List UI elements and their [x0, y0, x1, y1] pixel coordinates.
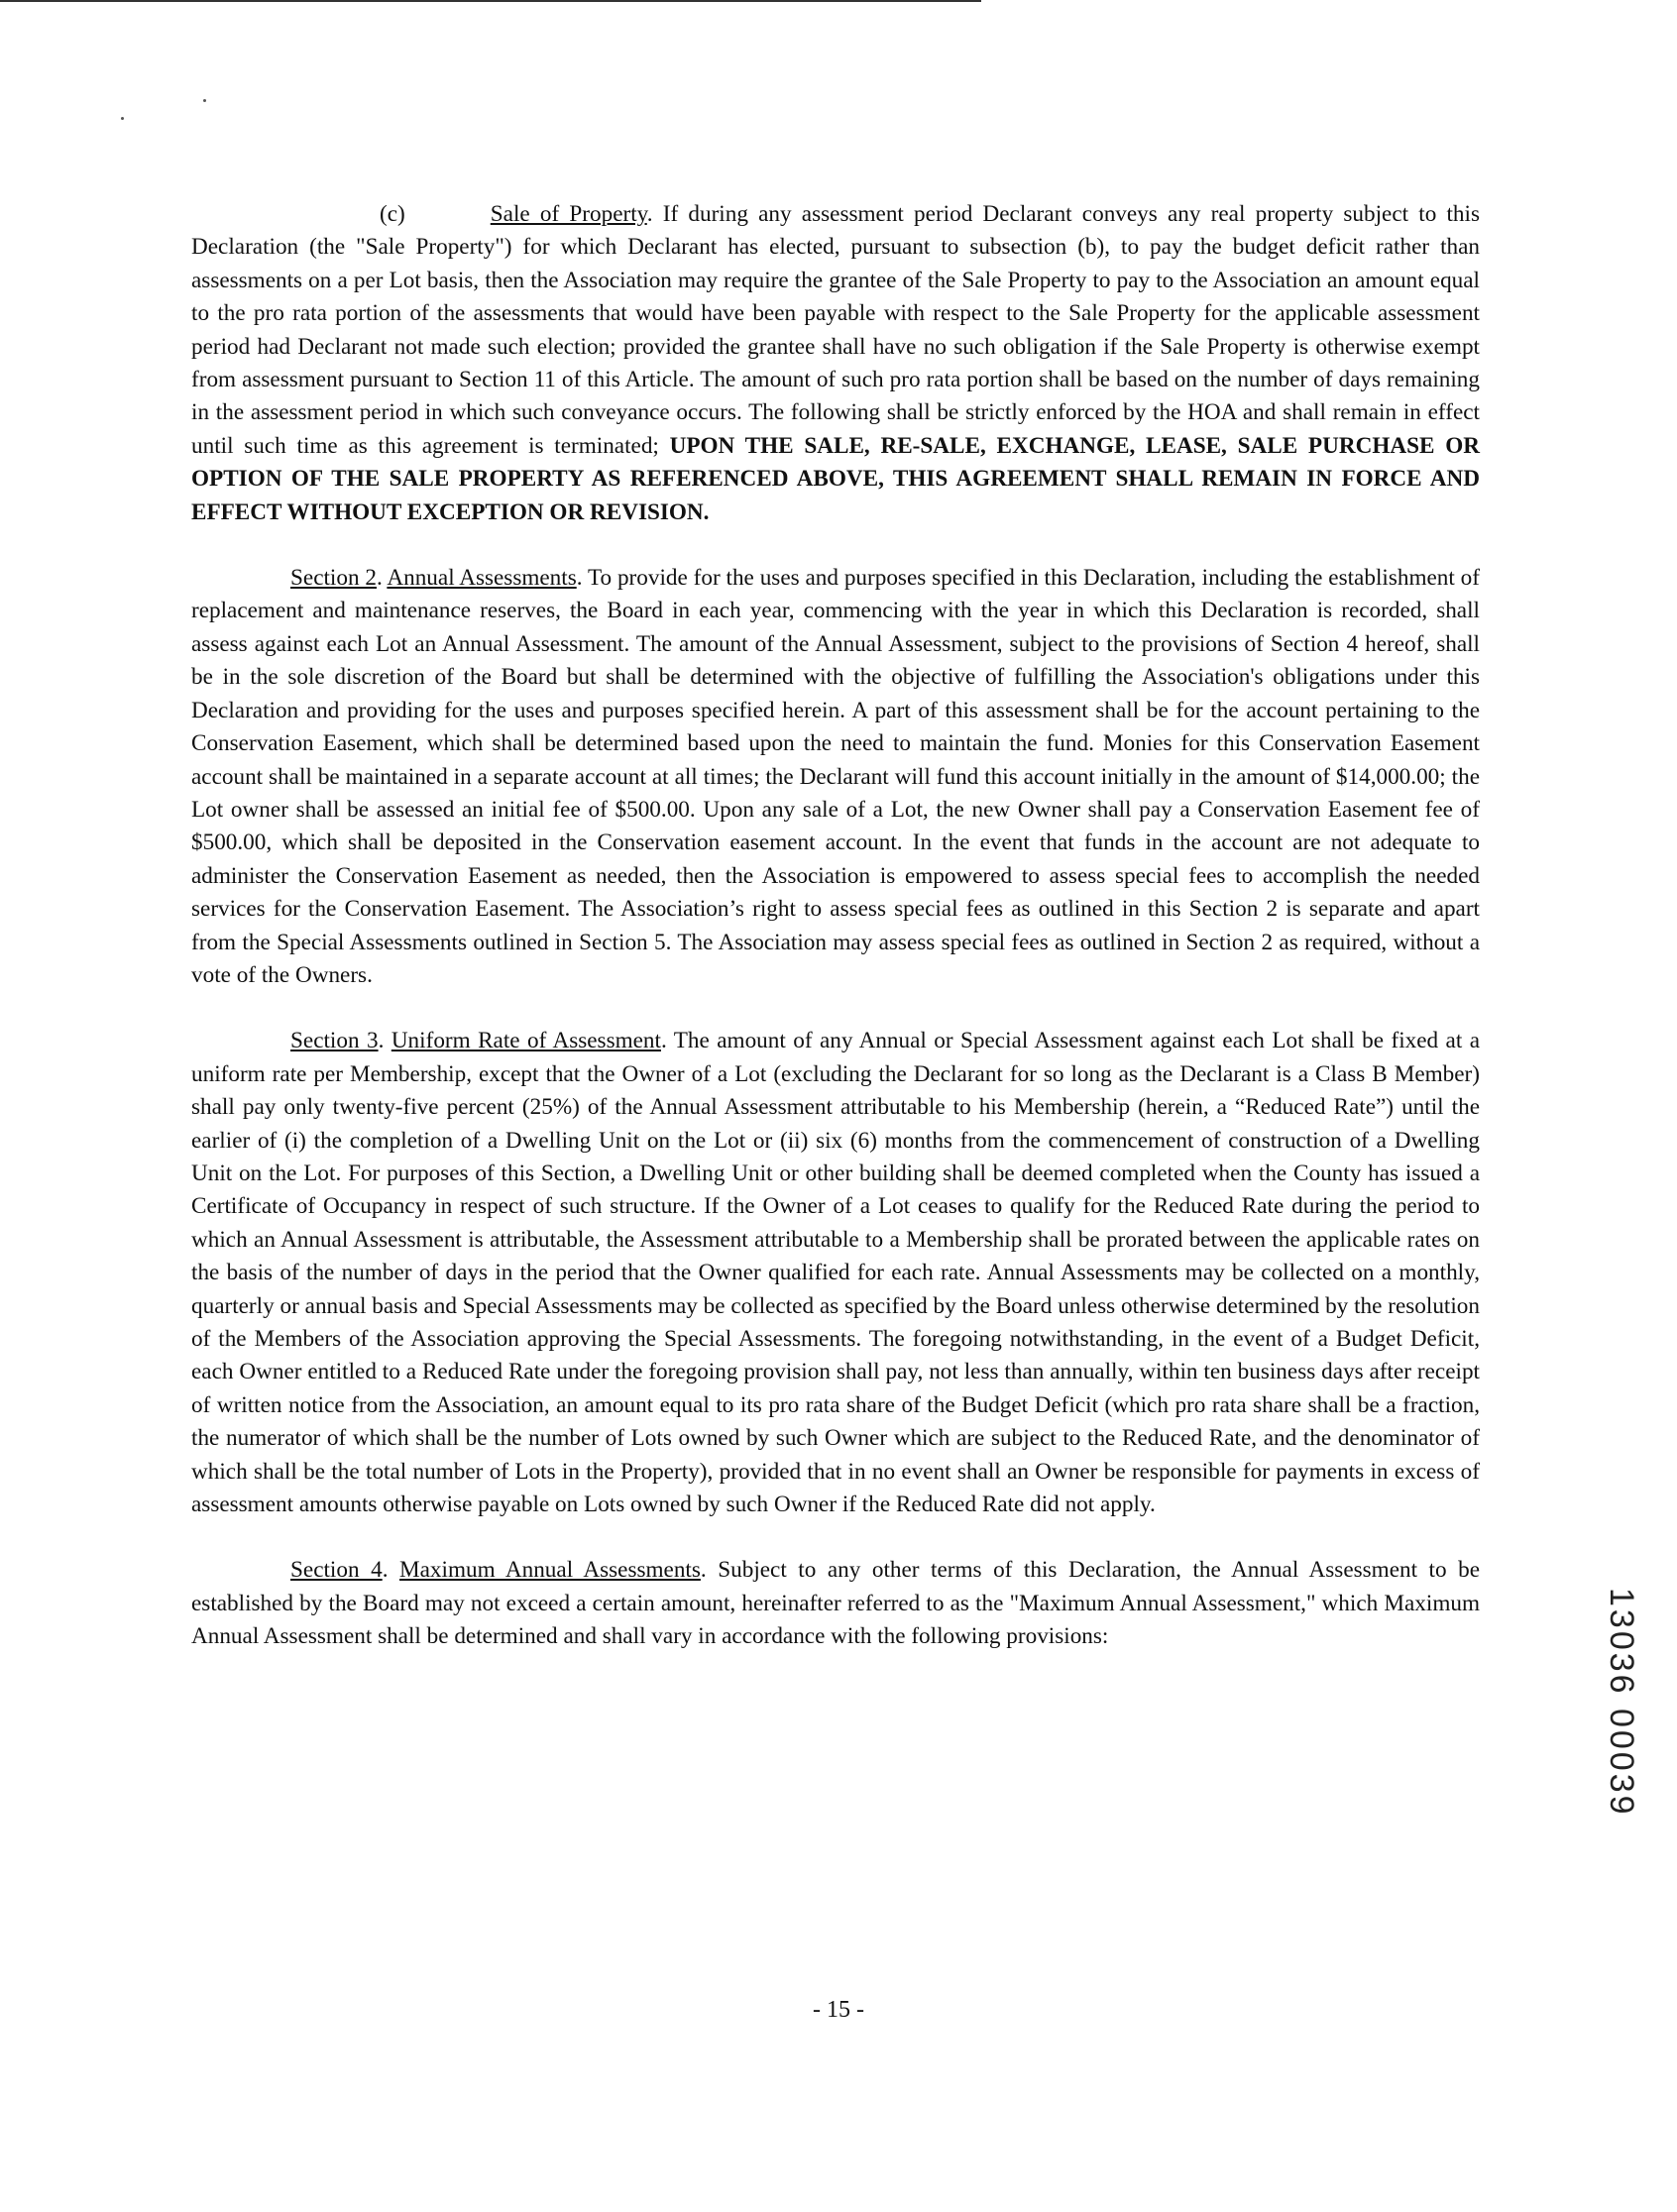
section-title: Uniform Rate of Assessment	[391, 1028, 661, 1054]
top-rule	[0, 0, 981, 2]
section-label: Section 4	[290, 1557, 383, 1584]
subsection-heading: Sale of Property	[490, 201, 647, 227]
subsection-bold-text: UPON THE SALE, RE-SALE, EXCHANGE, LEASE, SALE PURCHASE OR OPTION OF THE SALE PROPERTY AS REFERENCED ABOVE, THIS AGREEMENT SHALL REMAIN IN FORCE AND EFFECT WITHOUT EXCEPTION OR REVISION.	[191, 432, 1480, 525]
subsection-marker: (c)	[380, 201, 405, 227]
section-title: Maximum Annual Assessments	[399, 1557, 701, 1584]
paragraph-section-2: Section 2. Annual Assessments. To provide for the uses and purposes specified in this Declaration, including the establishment of replacement and maintenance reserves, the Board in each year, commencing with the year in which this Declaration is recorded, shall assess against each Lot an Annual Assessment. The amount of the Annual Assessment, subject to the provisions of Section 4 hereof, shall be in the sole discretion of the Board but shall be determined with the objective of fulfilling the Association's obligations under this Declaration and providing for the uses and purposes specified herein. A part of this assessment shall be for the account pertaining to the Conservation Easement, which shall be determined based upon the need to maintain the fund. Monies for this Conservation Easement account shall be maintained in a separate account at all times; the Declarant will fund this account initially in the amount of $14,000.00; the Lot owner shall be assessed an initial fee of $500.00. Upon any sale of a Lot, the new Owner shall pay a Conservation Easement fee of $500.00, which shall be deposited in the Conservation easement account. In the event that funds in the account are not adequate to administer the Conservation Easement as needed, then the Association is empowered to assess special fees to accomplish the needed services for the Conservation Easement. The Association’s right to assess special fees as outlined in this Section 2 is separate and apart from the Special Assessments outlined in Section 5. The Association may assess special fees as outlined in Section 2 as required, without a vote of the Owners.	[191, 565, 1480, 988]
section-title: Annual Assessments	[387, 565, 577, 592]
section-label: Section 3	[290, 1028, 379, 1054]
scan-speck	[121, 117, 124, 120]
paragraph-sale-of-property	[191, 198, 1480, 529]
paragraph-section-3: Section 3. Uniform Rate of Assessment. The amount of any Annual or Special Assessment against each Lot shall be fixed at a uniform rate per Membership, except that the Owner of a Lot (excluding the Declarant for so long as the Declarant is a Class B Member) shall pay only twenty-five percent (25%) of the Annual Assessment attributable to his Membership (herein, a “Reduced Rate”) until the earlier of (i) the completion of a Dwelling Unit on the Lot or (ii) six (6) months from the commencement of construction of a Dwelling Unit on the Lot. For purposes of this Section, a Dwelling Unit or other building shall be deemed completed when the County has issued a Certificate of Occupancy in respect of such structure. If the Owner of a Lot ceases to qualify for the Reduced Rate during the period to which an Annual Assessment is attributable, the Assessment attributable to a Membership shall be prorated between the applicable rates on the basis of the number of days in the period that the Owner qualified for each rate. Annual Assessments may be collected on a monthly, quarterly or annual basis and Special Assessments may be collected as specified by the Board unless otherwise determined by the resolution of the Members of the Association approving the Special Assessments. The foregoing notwithstanding, in the event of a Budget Deficit, each Owner entitled to a Reduced Rate under the foregoing provision shall pay, not less than annually, within ten business days after receipt of written notice from the Association, an amount equal to its pro rata share of the Budget Deficit (which pro rata share shall be a fraction, the numerator of which shall be the number of Lots owned by such Owner which are subject to the Reduced Rate, and the denominator of which shall be the total number of Lots in the Property), provided that in no event shall an Owner be responsible for payments in excess of assessment amounts otherwise payable on Lots owned by such Owner if the Reduced Rate did not apply.	[191, 1028, 1480, 1518]
subsection-text: . If during any assessment period Declarant conveys any real property subject to this Declaration (the "Sale Property") for which Declarant has elected, pursuant to subsection (b), to pay the budget deficit rather than assessments on a per Lot basis, then the Association may require the grantee of the Sale Property to pay to the Association an amount equal to the pro rata portion of the assessments that would have been payable with respect to the Sale Property for the applicable assessment period had Declarant not made such election; provided the grantee shall have no such obligation if the Sale Property is otherwise exempt from assessment pursuant to Section 11 of this Article. The amount of such pro rata portion shall be based on the number of days remaining in the assessment period in which such conveyance occurs. The following shall be strictly enforced by the HOA and shall remain in effect until such time as this agreement is terminated;	[191, 201, 1480, 459]
scan-speck	[203, 99, 206, 102]
section-text: . Subject to any other terms of this Declaration, the Annual Assessment to be established by the Board may not exceed a certain amount, hereinafter referred to as the "Maximum Annual Assessment," which Maximum Annual Assessment shall be determined and shall vary in accordance with the following provisions:	[191, 1557, 1480, 1650]
section-text: . To provide for the uses and purposes specified in this Declaration, including the establishment of replacement and maintenance reserves, the Board in each year, commencing with the year in which this Declaration is recorded, shall assess against each Lot an Annual Assessment. The amount of the Annual Assessment, subject to the provisions of Section 4 hereof, shall be in the sole discretion of the Board but shall be determined with the objective of fulfilling the Association's obligations under this Declaration and providing for the uses and purposes specified herein. A part of this assessment shall be for the account pertaining to the Conservation Easement, which shall be determined based upon the need to maintain the fund. Monies for this Conservation Easement account shall be maintained in a separate account at all times; the Declarant will fund this account initially in the amount of $14,000.00; the Lot owner shall be assessed an initial fee of $500.00. Upon any sale of a Lot, the new Owner shall pay a Conservation Easement fee of $500.00, which shall be deposited in the Conservation easement account. In the event that funds in the account are not adequate to administer the Conservation Easement as needed, then the Association is empowered to assess special fees to accomplish the needed services for the Conservation Easement. The Association’s right to assess special fees as outlined in this Section 2 is separate and apart from the Special Assessments outlined in Section 5. The Association may assess special fees as outlined in Section 2 as required, without a vote of the Owners.	[191, 565, 1480, 988]
page-number: - 15 -	[813, 1997, 864, 2023]
paragraph-section-4: Section 4. Maximum Annual Assessments. Subject to any other terms of this Declaration, the Annual Assessment to be established by the Board may not exceed a certain amount, hereinafter referred to as the "Maximum Annual Assessment," which Maximum Annual Assessment shall be determined and shall vary in accordance with the following provisions:	[191, 1557, 1480, 1650]
section-text: . The amount of any Annual or Special Assessment against each Lot shall be fixed at a uniform rate per Membership, except that the Owner of a Lot (excluding the Declarant for so long as the Declarant is a Class B Member) shall pay only twenty-five percent (25%) of the Annual Assessment attributable to his Membership (herein, a “Reduced Rate”) until the earlier of (i) the completion of a Dwelling Unit on the Lot or (ii) six (6) months from the commencement of construction of a Dwelling Unit on the Lot. For purposes of this Section, a Dwelling Unit or other building shall be deemed completed when the County has issued a Certificate of Occupancy in respect of such structure. If the Owner of a Lot ceases to qualify for the Reduced Rate during the period to which an Annual Assessment is attributable, the Assessment attributable to a Membership shall be prorated between the applicable rates on the basis of the number of days in the period that the Owner qualified for each rate. Annual Assessments may be collected on a monthly, quarterly or annual basis and Special Assessments may be collected as specified by the Board unless otherwise determined by the resolution of the Members of the Association approving the Special Assessments. The foregoing notwithstanding, in the event of a Budget Deficit, each Owner entitled to a Reduced Rate under the foregoing provision shall pay, not less than annually, within ten business days after receipt of written notice from the Association, an amount equal to its pro rata share of the Budget Deficit (which pro rata share shall be a fraction, the numerator of which shall be the number of Lots owned by such Owner which are subject to the Reduced Rate, and the denominator of which shall be the total number of Lots in the Property), provided that in no event shall an Owner be responsible for payments in excess of assessment amounts otherwise payable on Lots owned by such Owner if the Reduced Rate did not apply.	[191, 1028, 1480, 1518]
section-label: Section 2	[290, 565, 377, 592]
recording-number: 13036 00039	[1603, 1588, 1640, 1818]
document-body	[191, 198, 1480, 1654]
